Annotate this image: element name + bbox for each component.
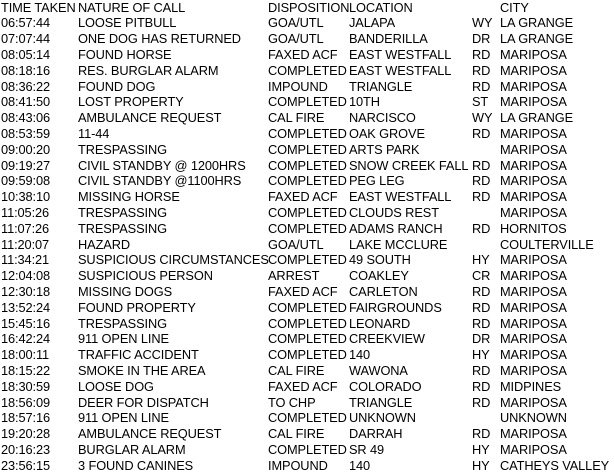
time-cell: 20:16:23	[1, 441, 51, 457]
location-cell: 10TH	[349, 94, 380, 110]
street-suffix-cell: RD	[472, 125, 491, 141]
time-cell: 08:53:59	[1, 125, 51, 141]
street-suffix-cell: RD	[472, 189, 491, 205]
location-cell: LAKE MCCLURE	[349, 236, 448, 252]
location-cell: 140	[349, 347, 371, 363]
disposition-cell: COMPLETED	[268, 315, 347, 331]
time-cell: 16:42:24	[1, 331, 51, 347]
time-cell: 09:19:27	[1, 157, 51, 173]
location-cell: FAIRGROUNDS	[349, 299, 442, 315]
city-cell: MARIPOSA	[500, 173, 567, 189]
time-cell: 19:20:28	[1, 426, 51, 442]
city-cell: HORNITOS	[500, 220, 567, 236]
table-row	[0, 31, 614, 47]
table-row	[0, 79, 614, 95]
nature-cell: TRESPASSING	[78, 315, 167, 331]
disposition-cell: GOA/UTL	[268, 236, 324, 252]
city-cell: MARIPOSA	[500, 157, 567, 173]
table-row	[0, 189, 614, 205]
nature-cell: TRESPASSING	[78, 220, 167, 236]
city-cell: MARIPOSA	[500, 331, 567, 347]
disposition-cell: COMPLETED	[268, 173, 347, 189]
disposition-cell: IMPOUND	[268, 78, 328, 94]
header-disposition: DISPOSITION	[268, 0, 350, 15]
nature-cell: DEER FOR DISPATCH	[78, 394, 209, 410]
time-cell: 10:38:10	[1, 189, 51, 205]
city-cell: MARIPOSA	[500, 268, 567, 284]
city-cell: MARIPOSA	[500, 189, 567, 205]
disposition-cell: COMPLETED	[268, 141, 347, 157]
disposition-cell: COMPLETED	[268, 62, 347, 78]
table-row	[0, 458, 614, 474]
location-cell: CREEKVIEW	[349, 331, 425, 347]
street-suffix-cell: RD	[472, 62, 491, 78]
location-cell: BANDERILLA	[349, 31, 428, 47]
header-nature-of-call: NATURE OF CALL	[78, 0, 186, 15]
disposition-cell: COMPLETED	[268, 441, 347, 457]
city-cell: MARIPOSA	[500, 347, 567, 363]
city-cell: LA GRANGE	[500, 15, 574, 31]
table-row	[0, 347, 614, 363]
location-cell: OAK GROVE	[349, 125, 425, 141]
time-cell: 18:56:09	[1, 394, 51, 410]
table-row	[0, 173, 614, 189]
city-cell: MIDPINES	[500, 378, 562, 394]
location-cell: ARTS PARK	[349, 141, 420, 157]
table-row	[0, 268, 614, 284]
location-cell: 49 SOUTH	[349, 252, 411, 268]
street-suffix-cell: RD	[472, 394, 491, 410]
disposition-cell: COMPLETED	[268, 252, 347, 268]
nature-cell: TRESPASSING	[78, 141, 167, 157]
street-suffix-cell: RD	[472, 283, 491, 299]
street-suffix-cell: HY	[472, 457, 490, 473]
location-cell: CARLETON	[349, 283, 418, 299]
disposition-cell: CAL FIRE	[268, 110, 325, 126]
street-suffix-cell: RD	[472, 78, 491, 94]
time-cell: 06:57:44	[1, 15, 51, 31]
table-row	[0, 221, 614, 237]
street-suffix-cell: RD	[472, 299, 491, 315]
header-city: CITY	[500, 0, 529, 15]
table-row	[0, 252, 614, 268]
city-cell: CATHEYS VALLEY	[500, 457, 610, 473]
disposition-cell: TO CHP	[268, 394, 316, 410]
location-cell: DARRAH	[349, 426, 403, 442]
disposition-cell: COMPLETED	[268, 125, 347, 141]
table-row	[0, 158, 614, 174]
table-row	[0, 94, 614, 110]
time-cell: 09:00:20	[1, 141, 51, 157]
disposition-cell: COMPLETED	[268, 204, 347, 220]
disposition-cell: FAXED ACF	[268, 378, 338, 394]
table-row	[0, 410, 614, 426]
nature-cell: 911 OPEN LINE	[78, 410, 169, 426]
street-suffix-cell: RD	[472, 426, 491, 442]
nature-cell: HAZARD	[78, 236, 131, 252]
disposition-cell: ARREST	[268, 268, 320, 284]
nature-cell: 3 FOUND CANINES	[78, 457, 194, 473]
location-cell: TRIANGLE	[349, 78, 413, 94]
city-cell: MARIPOSA	[500, 46, 567, 62]
nature-cell: LOST PROPERTY	[78, 94, 184, 110]
nature-cell: 11-44	[78, 125, 110, 141]
nature-cell: SUSPICIOUS PERSON	[78, 268, 213, 284]
nature-cell: FOUND PROPERTY	[78, 299, 196, 315]
nature-cell: MISSING DOGS	[78, 283, 173, 299]
city-cell: MARIPOSA	[500, 299, 567, 315]
nature-cell: MISSING HORSE	[78, 189, 180, 205]
city-cell: MARIPOSA	[500, 315, 567, 331]
table-row	[0, 237, 614, 253]
location-cell: SR 49	[349, 441, 385, 457]
time-cell: 08:18:16	[1, 62, 51, 78]
table-row	[0, 63, 614, 79]
nature-cell: AMBULANCE REQUEST	[78, 426, 222, 442]
table-row	[0, 142, 614, 158]
location-cell: CLOUDS REST	[349, 204, 439, 220]
city-cell: MARIPOSA	[500, 141, 567, 157]
header-location: LOCATION	[349, 0, 413, 15]
street-suffix-cell: CR	[472, 268, 491, 284]
street-suffix-cell: DR	[472, 331, 491, 347]
time-cell: 12:30:18	[1, 283, 51, 299]
disposition-cell: FAXED ACF	[268, 46, 338, 62]
disposition-cell: COMPLETED	[268, 331, 347, 347]
table-row	[0, 363, 614, 379]
location-cell: PEG LEG	[349, 173, 405, 189]
city-cell: MARIPOSA	[500, 125, 567, 141]
street-suffix-cell: HY	[472, 347, 490, 363]
time-cell: 18:30:59	[1, 378, 51, 394]
location-cell: TRIANGLE	[349, 394, 413, 410]
location-cell: EAST WESTFALL	[349, 46, 452, 62]
city-cell: MARIPOSA	[500, 252, 567, 268]
table-row	[0, 205, 614, 221]
city-cell: MARIPOSA	[500, 78, 567, 94]
city-cell: MARIPOSA	[500, 204, 567, 220]
table-row	[0, 331, 614, 347]
table-row	[0, 126, 614, 142]
disposition-cell: GOA/UTL	[268, 15, 324, 31]
city-cell: UNKNOWN	[500, 410, 567, 426]
nature-cell: LOOSE PITBULL	[78, 15, 177, 31]
city-cell: MARIPOSA	[500, 362, 567, 378]
city-cell: MARIPOSA	[500, 94, 567, 110]
table-row	[0, 395, 614, 411]
table-row	[0, 316, 614, 332]
location-cell: UNKNOWN	[349, 410, 416, 426]
disposition-cell: COMPLETED	[268, 347, 347, 363]
time-cell: 12:04:08	[1, 268, 51, 284]
table-row	[0, 47, 614, 63]
time-cell: 11:34:21	[1, 252, 50, 268]
street-suffix-cell: RD	[472, 46, 491, 62]
location-cell: NARCISCO	[349, 110, 416, 126]
city-cell: MARIPOSA	[500, 62, 567, 78]
disposition-cell: CAL FIRE	[268, 362, 325, 378]
table-row	[0, 110, 614, 126]
city-cell: LA GRANGE	[500, 110, 574, 126]
disposition-cell: COMPLETED	[268, 157, 347, 173]
street-suffix-cell: WY	[472, 15, 493, 31]
table-row	[0, 442, 614, 458]
location-cell: COLORADO	[349, 378, 422, 394]
location-cell: SNOW CREEK FALL	[349, 157, 469, 173]
disposition-cell: CAL FIRE	[268, 426, 325, 442]
nature-cell: SMOKE IN THE AREA	[78, 362, 206, 378]
street-suffix-cell: ST	[472, 94, 489, 110]
table-row	[0, 300, 614, 316]
time-cell: 18:15:22	[1, 362, 51, 378]
disposition-cell: GOA/UTL	[268, 31, 324, 47]
table-row	[0, 379, 614, 395]
nature-cell: FOUND HORSE	[78, 46, 172, 62]
city-cell: MARIPOSA	[500, 441, 567, 457]
time-cell: 13:52:24	[1, 299, 51, 315]
header-time-taken: TIME TAKEN	[1, 0, 76, 15]
nature-cell: RES. BURGLAR ALARM	[78, 62, 219, 78]
street-suffix-cell: RD	[472, 220, 491, 236]
nature-cell: CIVIL STANDBY @1100HRS	[78, 173, 242, 189]
table-row	[0, 426, 614, 442]
city-cell: MARIPOSA	[500, 394, 567, 410]
nature-cell: BURGLAR ALARM	[78, 441, 186, 457]
street-suffix-cell: WY	[472, 110, 493, 126]
time-cell: 18:57:16	[1, 410, 51, 426]
location-cell: COAKLEY	[349, 268, 409, 284]
table-row	[0, 15, 614, 31]
location-cell: WAWONA	[349, 362, 408, 378]
city-cell: LA GRANGE	[500, 31, 574, 47]
time-cell: 11:07:26	[1, 220, 50, 236]
street-suffix-cell: RD	[472, 378, 491, 394]
nature-cell: ONE DOG HAS RETURNED	[78, 31, 241, 47]
location-cell: LEONARD	[349, 315, 411, 331]
time-cell: 08:05:14	[1, 46, 51, 62]
nature-cell: 911 OPEN LINE	[78, 331, 169, 347]
nature-cell: SUSPICIOUS CIRCUMSTANCES	[78, 252, 269, 268]
street-suffix-cell: RD	[472, 173, 491, 189]
disposition-cell: FAXED ACF	[268, 283, 338, 299]
disposition-cell: COMPLETED	[268, 94, 347, 110]
location-cell: EAST WESTFALL	[349, 62, 452, 78]
time-cell: 11:20:07	[1, 236, 50, 252]
street-suffix-cell: RD	[472, 362, 491, 378]
disposition-cell: FAXED ACF	[268, 189, 338, 205]
street-suffix-cell: RD	[472, 157, 491, 173]
nature-cell: LOOSE DOG	[78, 378, 154, 394]
nature-cell: TRESPASSING	[78, 204, 167, 220]
header-row	[0, 0, 614, 16]
time-cell: 18:00:11	[1, 347, 50, 363]
street-suffix-cell: DR	[472, 31, 491, 47]
location-cell: ADAMS RANCH	[349, 220, 443, 236]
nature-cell: CIVIL STANDBY @ 1200HRS	[78, 157, 246, 173]
table-row	[0, 284, 614, 300]
time-cell: 08:41:50	[1, 94, 51, 110]
time-cell: 23:56:15	[1, 457, 51, 473]
disposition-cell: COMPLETED	[268, 299, 347, 315]
disposition-cell: COMPLETED	[268, 220, 347, 236]
location-cell: 140	[349, 457, 371, 473]
time-cell: 09:59:08	[1, 173, 51, 189]
street-suffix-cell: HY	[472, 252, 490, 268]
city-cell: MARIPOSA	[500, 426, 567, 442]
location-cell: EAST WESTFALL	[349, 189, 452, 205]
nature-cell: TRAFFIC ACCIDENT	[78, 347, 199, 363]
time-cell: 08:43:06	[1, 110, 51, 126]
location-cell: JALAPA	[349, 15, 396, 31]
street-suffix-cell: RD	[472, 315, 491, 331]
time-cell: 15:45:16	[1, 315, 51, 331]
nature-cell: AMBULANCE REQUEST	[78, 110, 222, 126]
city-cell: MARIPOSA	[500, 283, 567, 299]
time-cell: 07:07:44	[1, 31, 51, 47]
time-cell: 08:36:22	[1, 78, 51, 94]
time-cell: 11:05:26	[1, 204, 50, 220]
disposition-cell: COMPLETED	[268, 410, 347, 426]
disposition-cell: IMPOUND	[268, 457, 328, 473]
city-cell: COULTERVILLE	[500, 236, 594, 252]
nature-cell: FOUND DOG	[78, 78, 156, 94]
street-suffix-cell: HY	[472, 441, 490, 457]
